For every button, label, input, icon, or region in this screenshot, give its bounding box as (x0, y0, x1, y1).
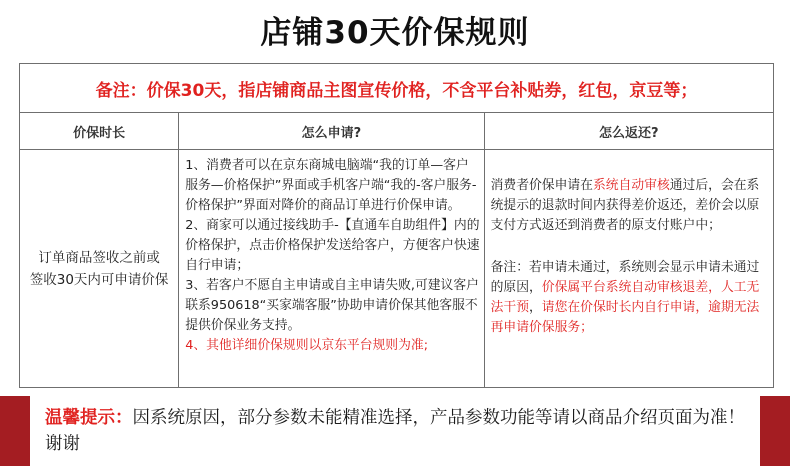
refund-highlight-auto-review: 系统自动审核 (592, 178, 670, 193)
apply-step-1: 1、消费者可以在京东商城电脑端“我的订单—客户服务—价格保护”界面或手机客户端“我的-客户服务-价格保护”界面对降价的商品订单进行价保申请。 (185, 158, 477, 213)
period-line-1: 订单商品签收之前或 (38, 249, 160, 266)
refund-note-text: ， (528, 300, 542, 315)
apply-step-2: 2、商家可以通过接线助手-【直通车自助组件】内的价格保护，点击价格保护发送给客户，方便客户快速自行申请； (185, 218, 480, 273)
tip-label: 温馨提示： (45, 408, 133, 428)
apply-cell (179, 150, 484, 388)
tip-message: 因系统原因，部分参数未能精准选择，产品参数功能等请以商品介绍页面为准！谢谢 (45, 408, 745, 454)
note-banner: 备注：价保30天，指店铺商品主图宣传价格，不含平台补贴券，红包，京豆等； (20, 64, 774, 113)
refund-paragraph-1 (491, 176, 767, 236)
refund-highlight-apply-in-time: 请您在价保时长内自行申请，逾期无法再申请价保服务； (490, 300, 760, 335)
refund-paragraph-2 (491, 258, 767, 338)
header-refund: 怎么返还? (484, 113, 773, 150)
refund-highlight-no-intervention: 价保属平台系统自动审核退差，人工无法干预 (490, 280, 760, 315)
header-period: 价保时长 (20, 113, 179, 150)
tip-box (30, 396, 760, 466)
period-cell (20, 150, 179, 388)
page-title: 店铺30天价保规则 (260, 15, 530, 51)
header-apply: 怎么申请? (179, 113, 484, 150)
refund-text: 消费者价保申请在 (490, 178, 593, 193)
price-protection-rules-table (19, 63, 774, 388)
refund-note-text: 备注：若申请未通过，系统则会显示申请未通过的原因， (490, 260, 760, 295)
apply-step-4: 4、其他详细价保规则以京东平台规则为准; (185, 338, 429, 353)
apply-step-3: 3、若客户不愿自主申请或自主申请失败,可建议客户联系950618“买家端客服”协助申请价保其他客服不提供价保业务支持。 (185, 278, 479, 333)
tip-text (45, 405, 750, 457)
period-line-2: 签收30天内可申请价保 (29, 271, 169, 288)
refund-text: 通过后，会在系统提示的退款时间内获得差价返还，差价会以原支付方式返还到消费者的原支付账户中； (490, 178, 760, 233)
refund-cell (484, 150, 773, 388)
tip-bar (0, 396, 790, 466)
